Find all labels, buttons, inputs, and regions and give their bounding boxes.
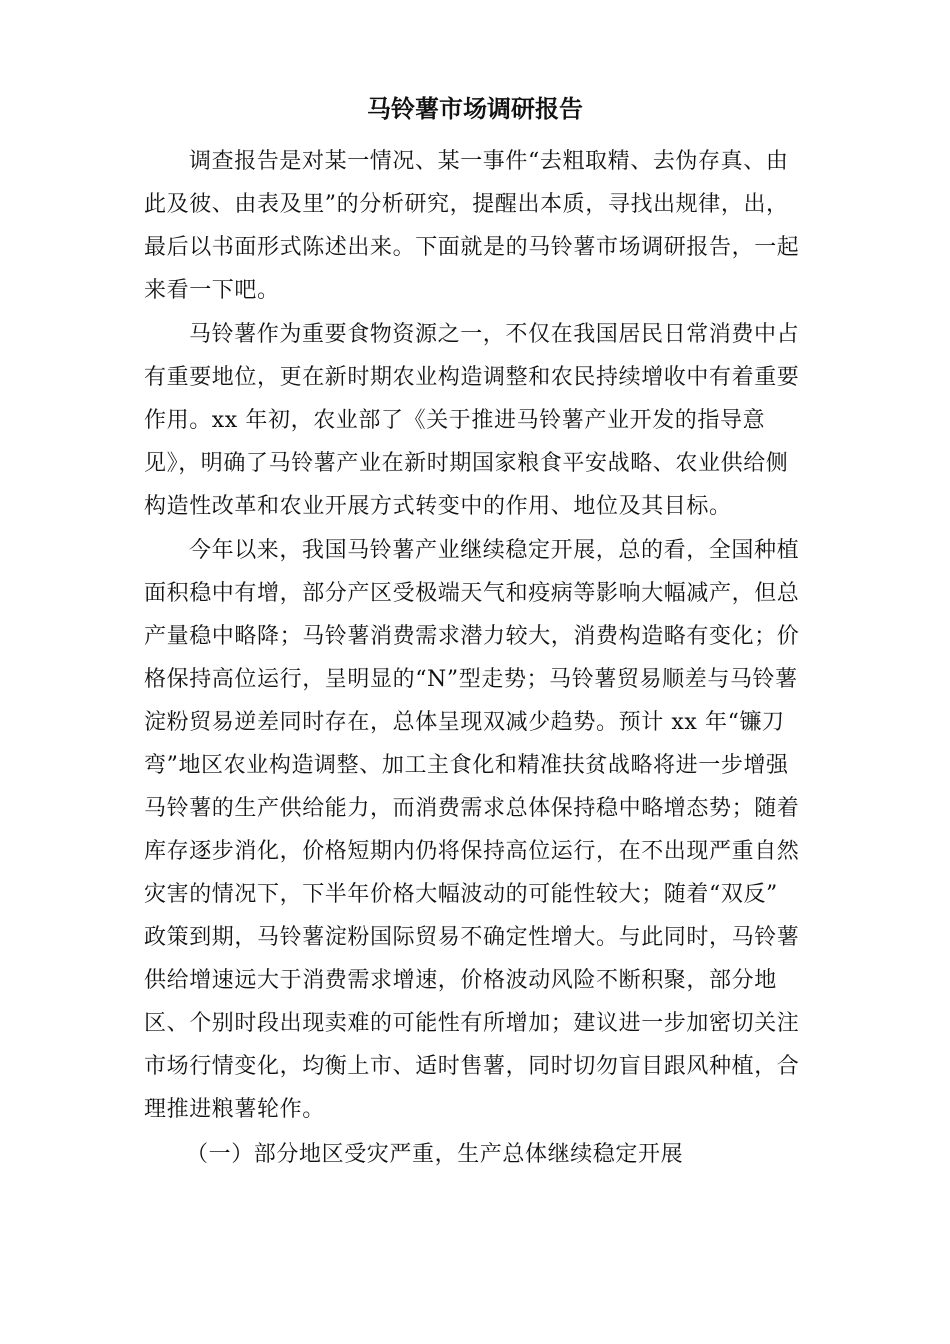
text-line: 有重要地位，更在新时期农业构造调整和农民持续增收中有着重要 — [144, 365, 800, 390]
text-line: 面积稳中有增，部分产区受极端天气和疫病等影响大幅减产，但总 — [144, 581, 800, 606]
section-subheading: （一）部分地区受灾严重，生产总体继续稳定开展 — [186, 1142, 684, 1167]
text-line: 理推进粮薯轮作。 — [144, 1097, 325, 1122]
text-line: 产量稳中略降；马铃薯消费需求潜力较大，消费构造略有变化；价 — [144, 624, 800, 649]
text-line: 见》，明确了马铃薯产业在新时期国家粮食平安战略、农业供给侧 — [144, 451, 789, 476]
text-line: 政策到期，马铃薯淀粉国际贸易不确定性增大。与此同时，马铃薯 — [144, 925, 800, 950]
text-line: 库存逐步消化，价格短期内仍将保持高位运行，在不出现严重自然 — [144, 839, 800, 864]
text-line: 来看一下吧。 — [144, 278, 280, 303]
text-line: 今年以来，我国马铃薯产业继续稳定开展，总的看，全国种植 — [189, 538, 800, 563]
text-line: 供给增速远大于消费需求增速，价格波动风险不断积聚，部分地 — [144, 968, 777, 993]
text-line: 马铃薯的生产供给能力，而消费需求总体保持稳中略增态势；随着 — [144, 796, 800, 821]
text-line: 市场行情变化，均衡上市、适时售薯，同时切勿盲目跟风种植，合 — [144, 1054, 800, 1079]
text-line: 灾害的情况下，下半年价格大幅波动的可能性较大；随着“双反” — [144, 882, 778, 907]
text-line: 区、个别时段出现卖难的可能性有所增加；建议进一步加密切关注 — [144, 1011, 800, 1036]
text-line: 此及彼、由表及里”的分析研究，提醒出本质，寻找出规律，出， — [144, 192, 789, 217]
text-line: 最后以书面形式陈述出来。下面就是的马铃薯市场调研报告，一起 — [144, 235, 800, 260]
text-line: 马铃薯作为重要食物资源之一，不仅在我国居民日常消费中占 — [189, 322, 800, 347]
text-line: 作用。xx 年初，农业部了《关于推进马铃薯产业开发的指导意 — [144, 408, 766, 433]
text-line: 弯”地区农业构造调整、加工主食化和精准扶贫战略将进一步增强 — [144, 753, 789, 778]
document-title: 马铃薯市场调研报告 — [367, 94, 583, 123]
text-line: 构造性改革和农业开展方式转变中的作用、地位及其目标。 — [144, 494, 732, 519]
text-line: 格保持高位运行，呈明显的“N”型走势；马铃薯贸易顺差与马铃薯 — [144, 667, 798, 692]
text-line: 淀粉贸易逆差同时存在，总体呈现双减少趋势。预计 xx 年“镰刀 — [144, 710, 785, 735]
text-line: 调查报告是对某一情况、某一事件“去粗取精、去伪存真、由 — [189, 149, 789, 174]
